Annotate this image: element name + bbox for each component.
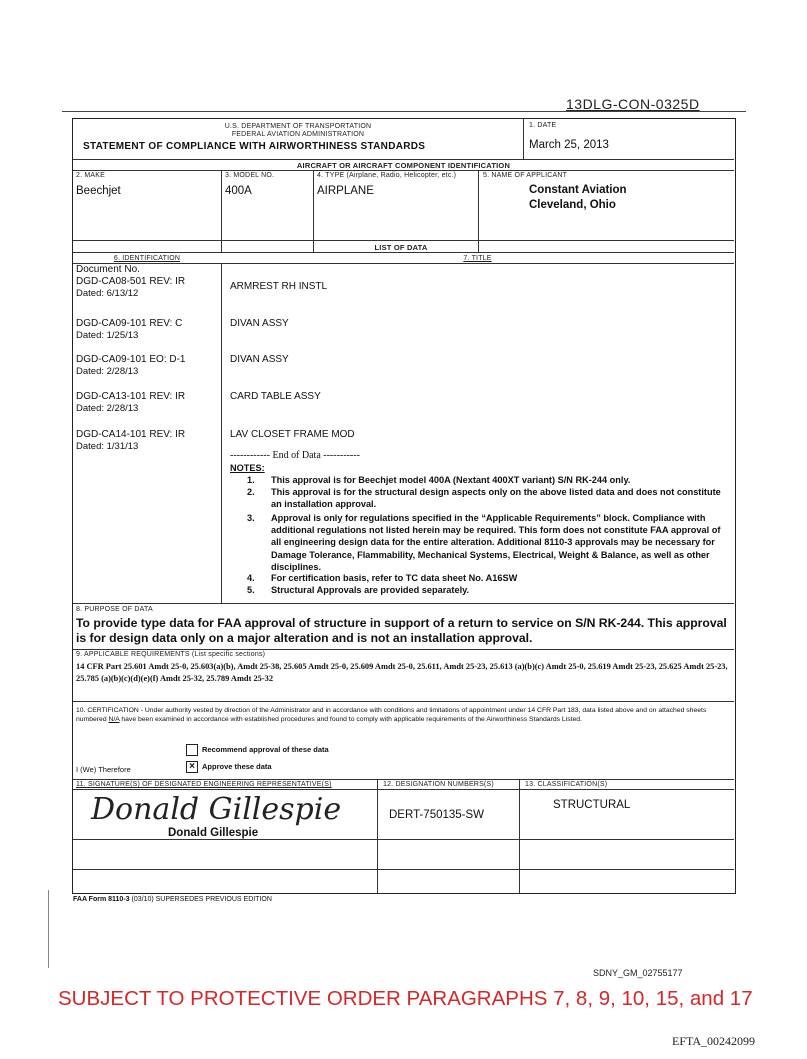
model-label: 3. MODEL NO. [225,172,275,179]
applicant-label: 5. NAME OF APPLICANT [483,172,568,179]
identification-label: 6. IDENTIFICATION [113,255,181,262]
form-title: STATEMENT OF COMPLIANCE WITH AIRWORTHINESS STANDARDS [83,141,426,152]
date-value: March 25, 2013 [529,139,609,151]
model-value: 400A [225,185,252,197]
list-item-id: DGD-CA09-101 REV: C [76,318,183,329]
make-value: Beechjet [76,185,121,197]
list-item-dated: Dated: 6/13/12 [76,288,139,299]
note-text: Structural Approvals are provided separately. [271,585,470,595]
note-text: This approval is for Beechjet model 400A (Nextant 400XT variant) S/N RK-244 only. [271,475,631,485]
agency-line-2: FEDERAL AVIATION ADMINISTRATION [231,131,365,138]
list-item-id: DGD-CA13-101 REV: IR [76,391,186,402]
bates-number: SDNY_GM_02755177 [593,968,683,978]
notes-title: NOTES: [230,463,265,473]
note-number: 2. [247,487,255,497]
note-number: 4. [247,573,255,583]
sheets-numbered: N/A [108,716,120,723]
classification-label: 13. CLASSIFICATION(S) [525,781,608,788]
list-item-id: DGD-CA09-101 EO: D-1 [76,354,186,365]
top-rule [62,111,746,112]
recommend-checkbox[interactable] [186,744,198,756]
list-item-title: DIVAN ASSY [230,318,289,329]
classification-value: STRUCTURAL [553,799,631,811]
note-text: This approval is for the structural design aspects only on the above listed data and does not constitute an installation approval. [271,487,721,510]
approve-checkbox[interactable]: × [186,761,198,773]
list-item-title: ARMREST RH INSTL [230,281,328,292]
efta-number: EFTA_00242099 [672,1034,756,1048]
note-number: 5. [247,585,255,595]
list-item-dated: Dated: 2/28/13 [76,366,139,377]
designation-label: 12. DESIGNATION NUMBERS(S) [383,781,494,788]
purpose-label: 8. PURPOSE OF DATA [76,606,153,613]
signature-label: 11. SIGNATURE(S) OF DESIGNATED ENGINEERING REPRESENTATIVE(S) [76,781,332,788]
type-label: 4. TYPE (Airplane, Radio, Helicopter, etc.) [317,172,457,179]
document-number: 13DLG-CON-0325D [566,96,700,112]
list-item-title: DIVAN ASSY [230,354,289,365]
date-label: 1. DATE [529,122,557,129]
therefore-label: I (We) Therefore [76,765,131,774]
list-section-title: LIST OF DATA [374,243,428,252]
list-item-dated: Dated: 1/31/13 [76,441,139,452]
note-number: 3. [247,513,255,523]
list-item-dated: Dated: 1/25/13 [76,330,139,341]
requirements-text: 14 CFR Part 25.601 Amdt 25-0, 25.603(a)(b), Amdt 25-38, 25.605 Amdt 25-0, 25.609 Amdt 25-0, 25.611, Amdt 25-23, 25.613 (a)(b)(c) Amdt 25-0, 25.619 Amdt 25-23, 25.625 Amdt 25-23, 25.785 (a)(b)(c)(d)(e)(f) Amdt 25-32, 25.789 Amdt 25-32 [76,662,728,683]
applicant-city: Cleveland, Ohio [529,199,616,211]
signature: Donald Gillespie [91,792,342,827]
aircraft-section-title: AIRCRAFT OR AIRCRAFT COMPONENT IDENTIFICATION [296,161,511,170]
list-item-id: DGD-CA14-101 REV: IR [76,429,186,440]
list-item-title: CARD TABLE ASSY [230,391,321,402]
note-text: Approval is only for regulations specified in the “Applicable Requirements” block. Compliance with additional regulations not listed herein may be required. This form does not constitute FAA approval of all engineering design data for the entire alteration. Additional 8110-3 approvals may be necessary for Damage Tolerance, Flammability, Mechanical Systems, Electrical, Weight & Balance, as well as other disciplines. [271,513,721,572]
note-text: For certification basis, refer to TC data sheet No. A16SW [271,573,518,583]
protective-order-banner: SUBJECT TO PROTECTIVE ORDER PARAGRAPHS 7, 8, 9, 10, 15, and 17 [58,987,753,1010]
recommend-option: Recommend approval of these data [186,744,329,756]
form-8110-3 [72,118,736,894]
margin-mark [48,890,49,968]
applicant-name: Constant Aviation [529,184,627,196]
certification-text: 10. CERTIFICATION - Under authority vested by direction of the Administrator and in accordance with conditions and limitations of appointment under 14 CFR Part 183, data listed above and on attached sheets numbered N/A have been examined in accordance with established procedures and found to comply with applicable requirements of the Airworthiness Standards Listed. [76,707,707,723]
list-item-id: DGD-CA08-501 REV: IR [76,276,186,287]
title-label: 7. TITLE [463,255,492,262]
approve-option: × Approve these data [186,761,272,773]
document-no-header: Document No. [76,264,140,275]
note-number: 1. [247,475,255,485]
purpose-text: To provide type data for FAA approval of structure in support of a return to service on S/N RK-244. This approval is for design data only on a major alteration and is not an installation approval. [76,616,727,645]
end-of-data: ------------ End of Data ----------- [230,450,360,461]
requirements-label: 9. APPLICABLE REQUIREMENTS (List specific sections) [76,651,266,658]
list-item-dated: Dated: 2/28/13 [76,403,139,414]
type-value: AIRPLANE [317,185,374,197]
signer-name: Donald Gillespie [168,827,259,839]
list-item-title: LAV CLOSET FRAME MOD [230,429,355,440]
designation-number: DERT-750135-SW [389,809,485,821]
make-label: 2. MAKE [76,172,106,179]
agency-line-1: U.S. DEPARTMENT OF TRANSPORTATION [224,123,372,130]
form-footer: FAA Form 8110-3 (03/10) SUPERSEDES PREVIOUS EDITION [73,896,272,903]
